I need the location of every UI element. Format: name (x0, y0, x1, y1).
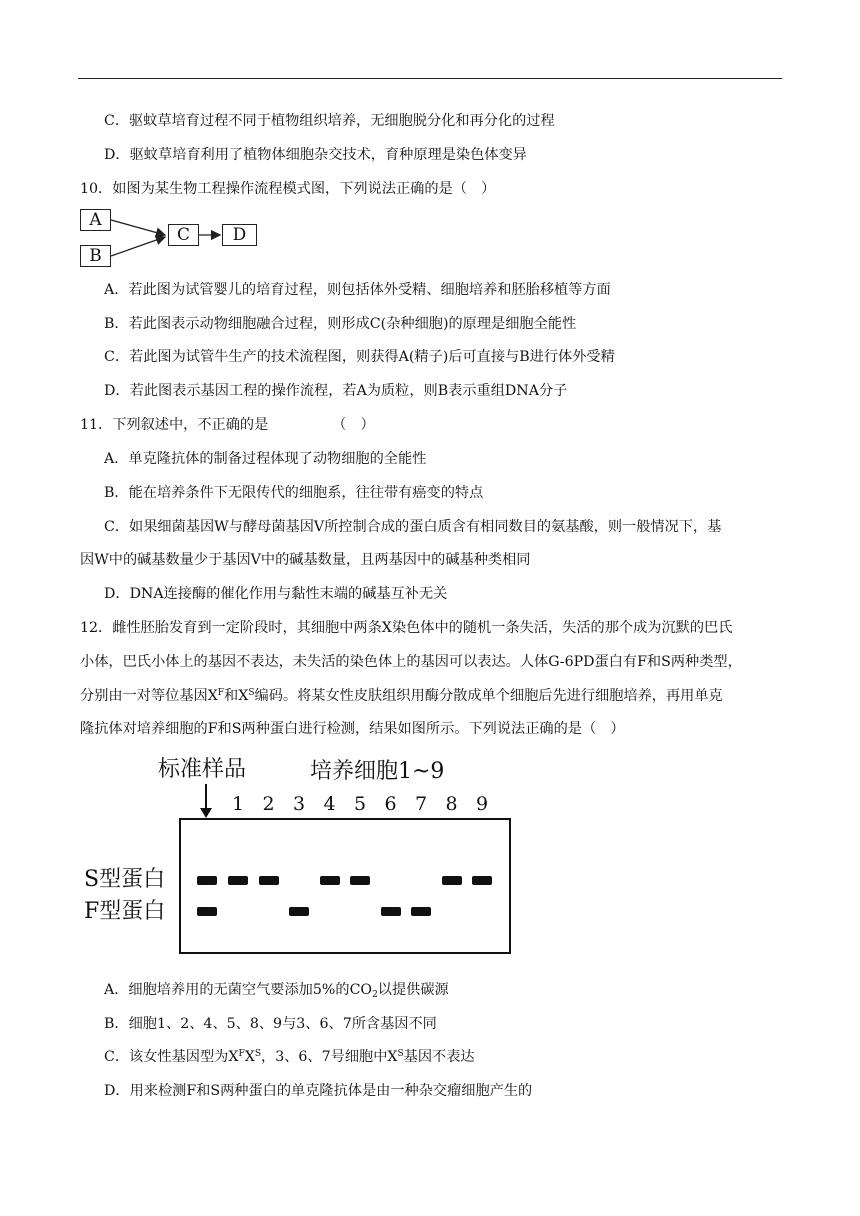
band-cell-6-f (381, 907, 401, 916)
band-cell-4-s (320, 876, 340, 885)
q10-option-a: A．若此图为试管婴儿的培育过程，则包括体外受精、细胞培养和胚胎移植等方面 (104, 282, 611, 298)
standard-sample-label: 标准样品 (158, 757, 247, 782)
q12-option-b: B．细胞1、2、4、5、8、9与3、6、7所含基因不同 (104, 1016, 437, 1032)
q12-option-d: D．用来检测F和S两种蛋白的单克隆抗体是由一种杂交瘤细胞产生的 (104, 1083, 533, 1099)
q11-stem: 11．下列叙述中，不正确的是 （ ） (80, 417, 375, 433)
band-cell-9-s (472, 876, 492, 885)
flow-box-d: D (222, 224, 257, 246)
band-standard-s (197, 876, 217, 885)
q12-stem-line2: 小体，巴氏小体上的基因不表达，未失活的染色体上的基因可以表达。人体G-6PD蛋白有F和S两种类型， (80, 654, 742, 670)
band-cell-8-s (442, 876, 462, 885)
flow-box-b: B (80, 245, 111, 267)
arrow-a-to-c (111, 220, 165, 235)
q12-option-c: C．该女性基因型为$X^FX^S$，3、6、7号细胞中$X^S$基因不表达 (104, 1049, 475, 1065)
q12-option-a: A．细胞培养用的无菌空气要添加5%的$CO_2$以提供碳源 (104, 982, 449, 1000)
flow-arrows (0, 0, 860, 300)
band-cell-7-f (411, 907, 431, 916)
flow-box-c: C (168, 224, 199, 246)
lane-number-8: 8 (445, 793, 458, 815)
band-cell-1-s (228, 876, 248, 885)
lane-number-9: 9 (475, 793, 489, 815)
lane-number-7: 7 (414, 793, 428, 815)
band-cell-5-s (350, 876, 370, 885)
q12-stem-line3: 分别由一对等位基因$X^F$和$X^S$编码。将某女性皮肤组织用酶分散成单个细胞后先进行细胞培养，再用单克 (80, 688, 723, 704)
q11-option-b: B．能在培养条件下无限传代的细胞系，往往带有癌变的特点 (104, 485, 484, 501)
q11-option-d: D．DNA连接酶的催化作用与黏性末端的碱基互补无关 (104, 586, 448, 602)
band-cell-2-s (259, 876, 279, 885)
q9-option-c: C．驱蚊草培育过程不同于植物组织培养，无细胞脱分化和再分化的过程 (104, 113, 555, 129)
q11-option-c-line2: 因W中的碱基数量少于基因V中的碱基数量，且两基因中的碱基种类相同 (80, 552, 531, 568)
band-standard-f (197, 907, 217, 916)
standard-arrow (196, 784, 216, 820)
lane-number-1: 1 (231, 793, 245, 815)
q11-option-c-line1: C．如果细菌基因W与酵母菌基因V所控制合成的蛋白质含有相同数目的氨基酸，则一般情况下，基 (104, 519, 722, 535)
band-cell-3-f (289, 907, 309, 916)
q10-stem: 10．如图为某生物工程操作流程模式图，下列说法正确的是（ ） (80, 181, 496, 197)
lane-number-2: 2 (262, 793, 275, 815)
lane-number-5: 5 (353, 793, 367, 815)
lane-number-3: 3 (292, 793, 306, 815)
q12-stem-line4: 隆抗体对培养细胞的F和S两种蛋白进行检测，结果如图所示。下列说法正确的是（ ） (80, 721, 625, 737)
flow-box-a: A (80, 209, 111, 231)
lane-number-4: 4 (323, 793, 336, 815)
gel-frame (179, 818, 511, 954)
q12-stem-line1: 12．雌性胚胎发育到一定阶段时，其细胞中两条X染色体中的随机一条失活，失活的那个成为沉默的巴氏 (80, 620, 733, 636)
q10-option-c: C．若此图为试管牛生产的技术流程图，则获得A(精子)后可直接与B进行体外受精 (104, 349, 615, 365)
s-protein-label: S型蛋白 (84, 867, 166, 892)
q10-option-d: D．若此图表示基因工程的操作流程，若A为质粒，则B表示重组DNA分子 (104, 383, 568, 399)
lane-number-6: 6 (384, 793, 397, 815)
f-protein-label: F型蛋白 (84, 899, 166, 924)
q10-option-b: B．若此图表示动物细胞融合过程，则形成C(杂种细胞)的原理是细胞全能性 (104, 316, 577, 332)
arrow-b-to-c (111, 237, 165, 256)
q11-option-a: A．单克隆抗体的制备过程体现了动物细胞的全能性 (104, 451, 427, 467)
q9-option-d: D．驱蚊草培育利用了植物体细胞杂交技术，育种原理是染色体变异 (104, 147, 527, 163)
cultured-cells-label: 培养细胞1~9 (310, 759, 445, 784)
